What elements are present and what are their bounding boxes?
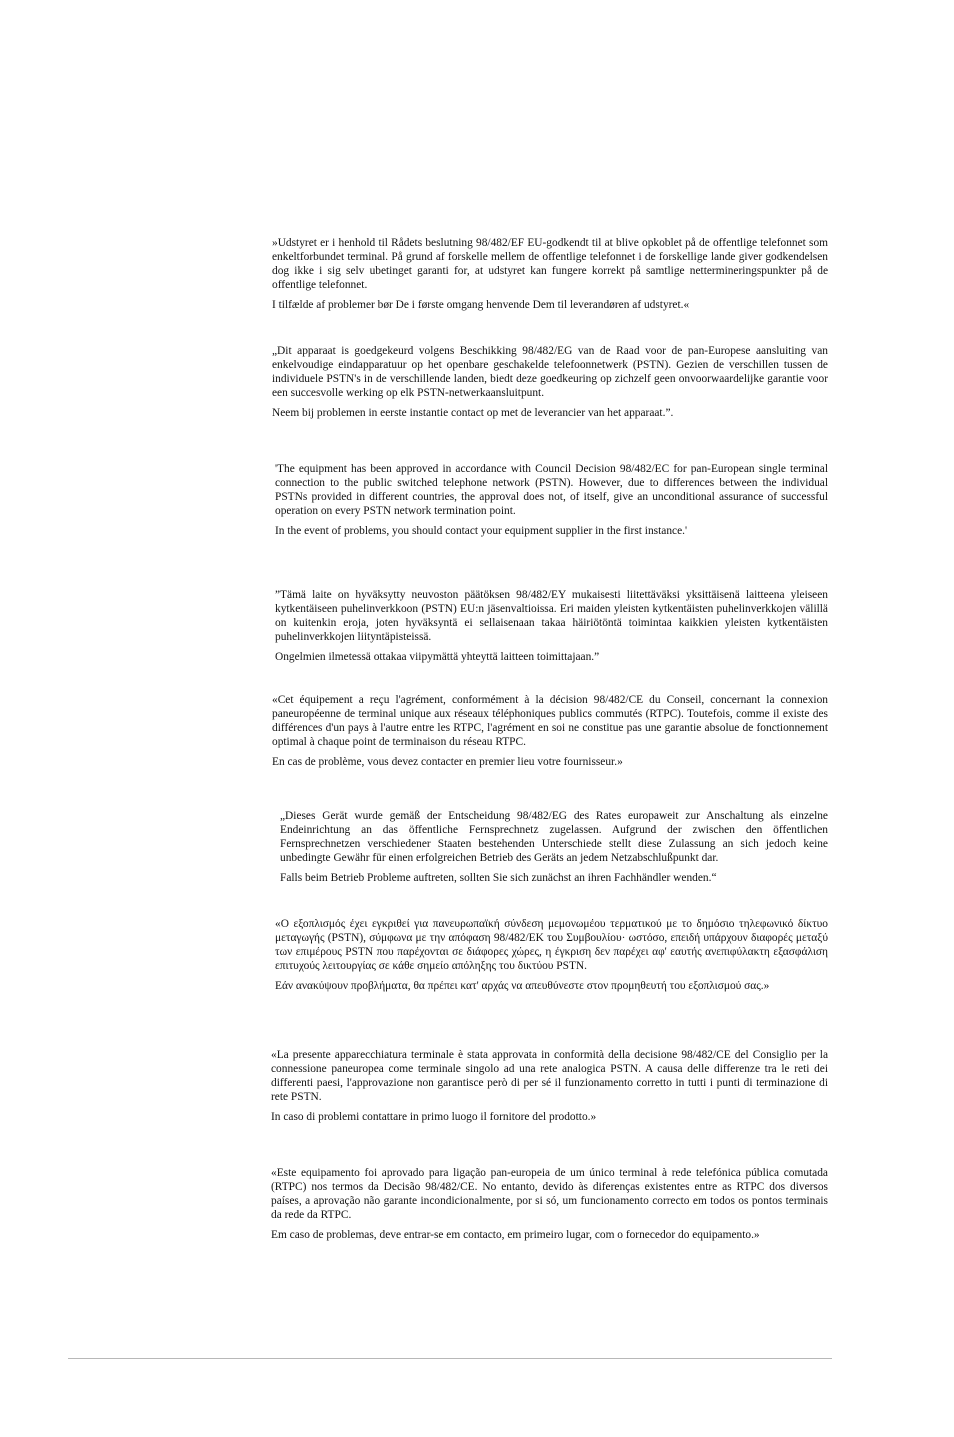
notice-portuguese-body: «Este equipamento foi aprovado para ligação pan-europeia de um único terminal à rede telefónica pública comutada (RTPC) nos termos da Decisão 98/482/CE. No entanto, devido às diferenças existentes entre as RTPC dos diversos países, a aprovação não garante incondicionalmente, por si só, um funcionamento correcto em todos os pontos terminais da rede da RTPC. (271, 1167, 828, 1221)
notice-english-body: 'The equipment has been approved in accordance with Council Decision 98/482/EC for pan-European single terminal connection to the public switched telephone network (PSTN). However, due to differences between the individual PSTNs provided in different countries, the approval does not, of itself, give an unconditional assurance of successful operation on every PSTN network termination point. (275, 463, 828, 517)
notice-french-body: «Cet équipement a reçu l'agrément, conformément à la décision 98/482/CE du Conseil, concernant la connexion paneuropéenne de terminal unique aux réseaux téléphoniques publics commutés (RTPC). Toutefois, comme il existe des différences d'un pays à l'autre entre les RTPC, l'agrément en soi ne constitue pas une garantie absolue de fonctionnement optimal à chaque point de terminaison du réseau RTPC. (272, 694, 828, 748)
notice-german-body: „Dieses Gerät wurde gemäß der Entscheidung 98/482/EG des Rates europaweit zur Anschaltung als einzelne Endeinrichtung an das öffentliche Fernsprechnetz zugelassen. Aufgrund der zwischen den öffentlichen Fernsprechnetzen verschiedener Staaten bestehenden Unterschiede stellt diese Zulassung an sich jedoch keine unbedingte Gewähr für einen erfolgreichen Betrieb des Geräts an jedem Netzabschlußpunkt dar. (280, 810, 828, 864)
footer-divider (68, 1358, 832, 1359)
notice-greek-contact: Εάν ανακύψουν προβλήματα, θα πρέπει κατ' αρχάς να απευθύνεστε στον προμηθευτή του εξοπλισμού σας.» (275, 979, 770, 992)
notice-portuguese (271, 1167, 828, 1243)
notice-german-contact: Falls beim Betrieb Probleme auftreten, sollten Sie sich zunächst an ihren Fachhändler wenden.“ (280, 871, 717, 884)
notice-italian (271, 1049, 828, 1125)
notice-greek (275, 918, 828, 994)
notice-danish-contact: I tilfælde af problemer bør De i første omgang henvende Dem til leverandøren af udstyret.« (272, 298, 690, 311)
notice-dutch-body: „Dit apparaat is goedgekeurd volgens Beschikking 98/482/EG van de Raad voor de pan-Europese aansluiting van enkelvoudige eindapparatuur op het openbare geschakelde telefoonnetwerk (PSTN). Gezien de verschillen tussen de individuele PSTN's in de verschillende landen, biedt deze goedkeuring op zichzelf geen onvoorwaardelijke garantie voor een succesvolle werking op elk PSTN-netwerkaansluitpunt. (272, 345, 828, 399)
notice-english-contact: In the event of problems, you should contact your equipment supplier in the first instance.' (275, 524, 688, 537)
notice-german (280, 810, 828, 886)
notice-italian-body: «La presente apparecchiatura terminale è stata approvata in conformità della decisione 98/482/CE del Consiglio per la connessione paneuropea come terminale singolo ad una rete analogica PSTN. A causa delle differenze tra le reti dei differenti paesi, l'approvazione non garantisce però di per sé il funzionamento corretto in tutti i punti di terminazione di rete PSTN. (271, 1049, 828, 1103)
notice-portuguese-contact: Em caso de problemas, deve entrar-se em contacto, em primeiro lugar, com o fornecedor do equipamento.» (271, 1228, 760, 1241)
notice-finnish (275, 589, 828, 665)
notice-dutch (272, 345, 828, 421)
notice-danish (272, 237, 828, 313)
notice-finnish-contact: Ongelmien ilmetessä ottakaa viipymättä yhteyttä laitteen toimittajaan.” (275, 650, 600, 663)
notice-danish-body: »Udstyret er i henhold til Rådets beslutning 98/482/EF EU-godkendt til at blive opkoblet på de offentlige telefonnet som enkeltforbundet terminal. På grund af forskelle mellem de offentlige telefonnet i de forskellige lande giver godkendelsen dog ikke i sig selv ubetinget garanti for, at udstyret kan fungere korrekt på samtlige nettermineringspunkter på de offentlige telefonnet. (272, 237, 828, 291)
notice-french (272, 694, 828, 770)
notice-finnish-body: ”Tämä laite on hyväksytty neuvoston päätöksen 98/482/EY mukaisesti liitettäväksi yksittäisenä laitteena yleiseen kytkentäiseen puhelinverkkoon (PSTN) EU:n jäsenvaltioissa. Eri maiden yleisten kytkentäisten puhelinverkkojen välillä on kuitenkin eroja, joten hyväksyntä ei sellaisenaan takaa häiriötöntä toimintaa kaikkien yleisten kytkentäisten puhelinverkkojen liityntäpisteissä. (275, 589, 828, 643)
notice-italian-contact: In caso di problemi contattare in primo luogo il fornitore del prodotto.» (271, 1110, 597, 1123)
notice-dutch-contact: Neem bij problemen in eerste instantie contact op met de leverancier van het apparaat.”. (272, 406, 674, 419)
notice-english (275, 463, 828, 539)
notice-french-contact: En cas de problème, vous devez contacter en premier lieu votre fournisseur.» (272, 755, 623, 768)
notice-greek-body: «Ο εξοπλισμός έχει εγκριθεί για πανευρωπαϊκή σύνδεση μεμονωμέου τερματικού με το δημόσιο τηλεφωνικό δίκτυο μεταγωγής (PSTN), σύμφωνα με την απόφαση 98/482/ΕΚ του Συμβουλίου· ωστόσο, επειδή υπάρχουν διαφορές μεταξύ των επιμέρους PSTN που παρέχονται σε διάφορες χώρες, η έγκριση δεν παρέχει αφ' εαυτής ανεπιφύλακτη εξασφάλιση επιτυχούς λειτουργίας σε κάθε σημείο απόληξης του δικτύου PSTN. (275, 918, 828, 972)
